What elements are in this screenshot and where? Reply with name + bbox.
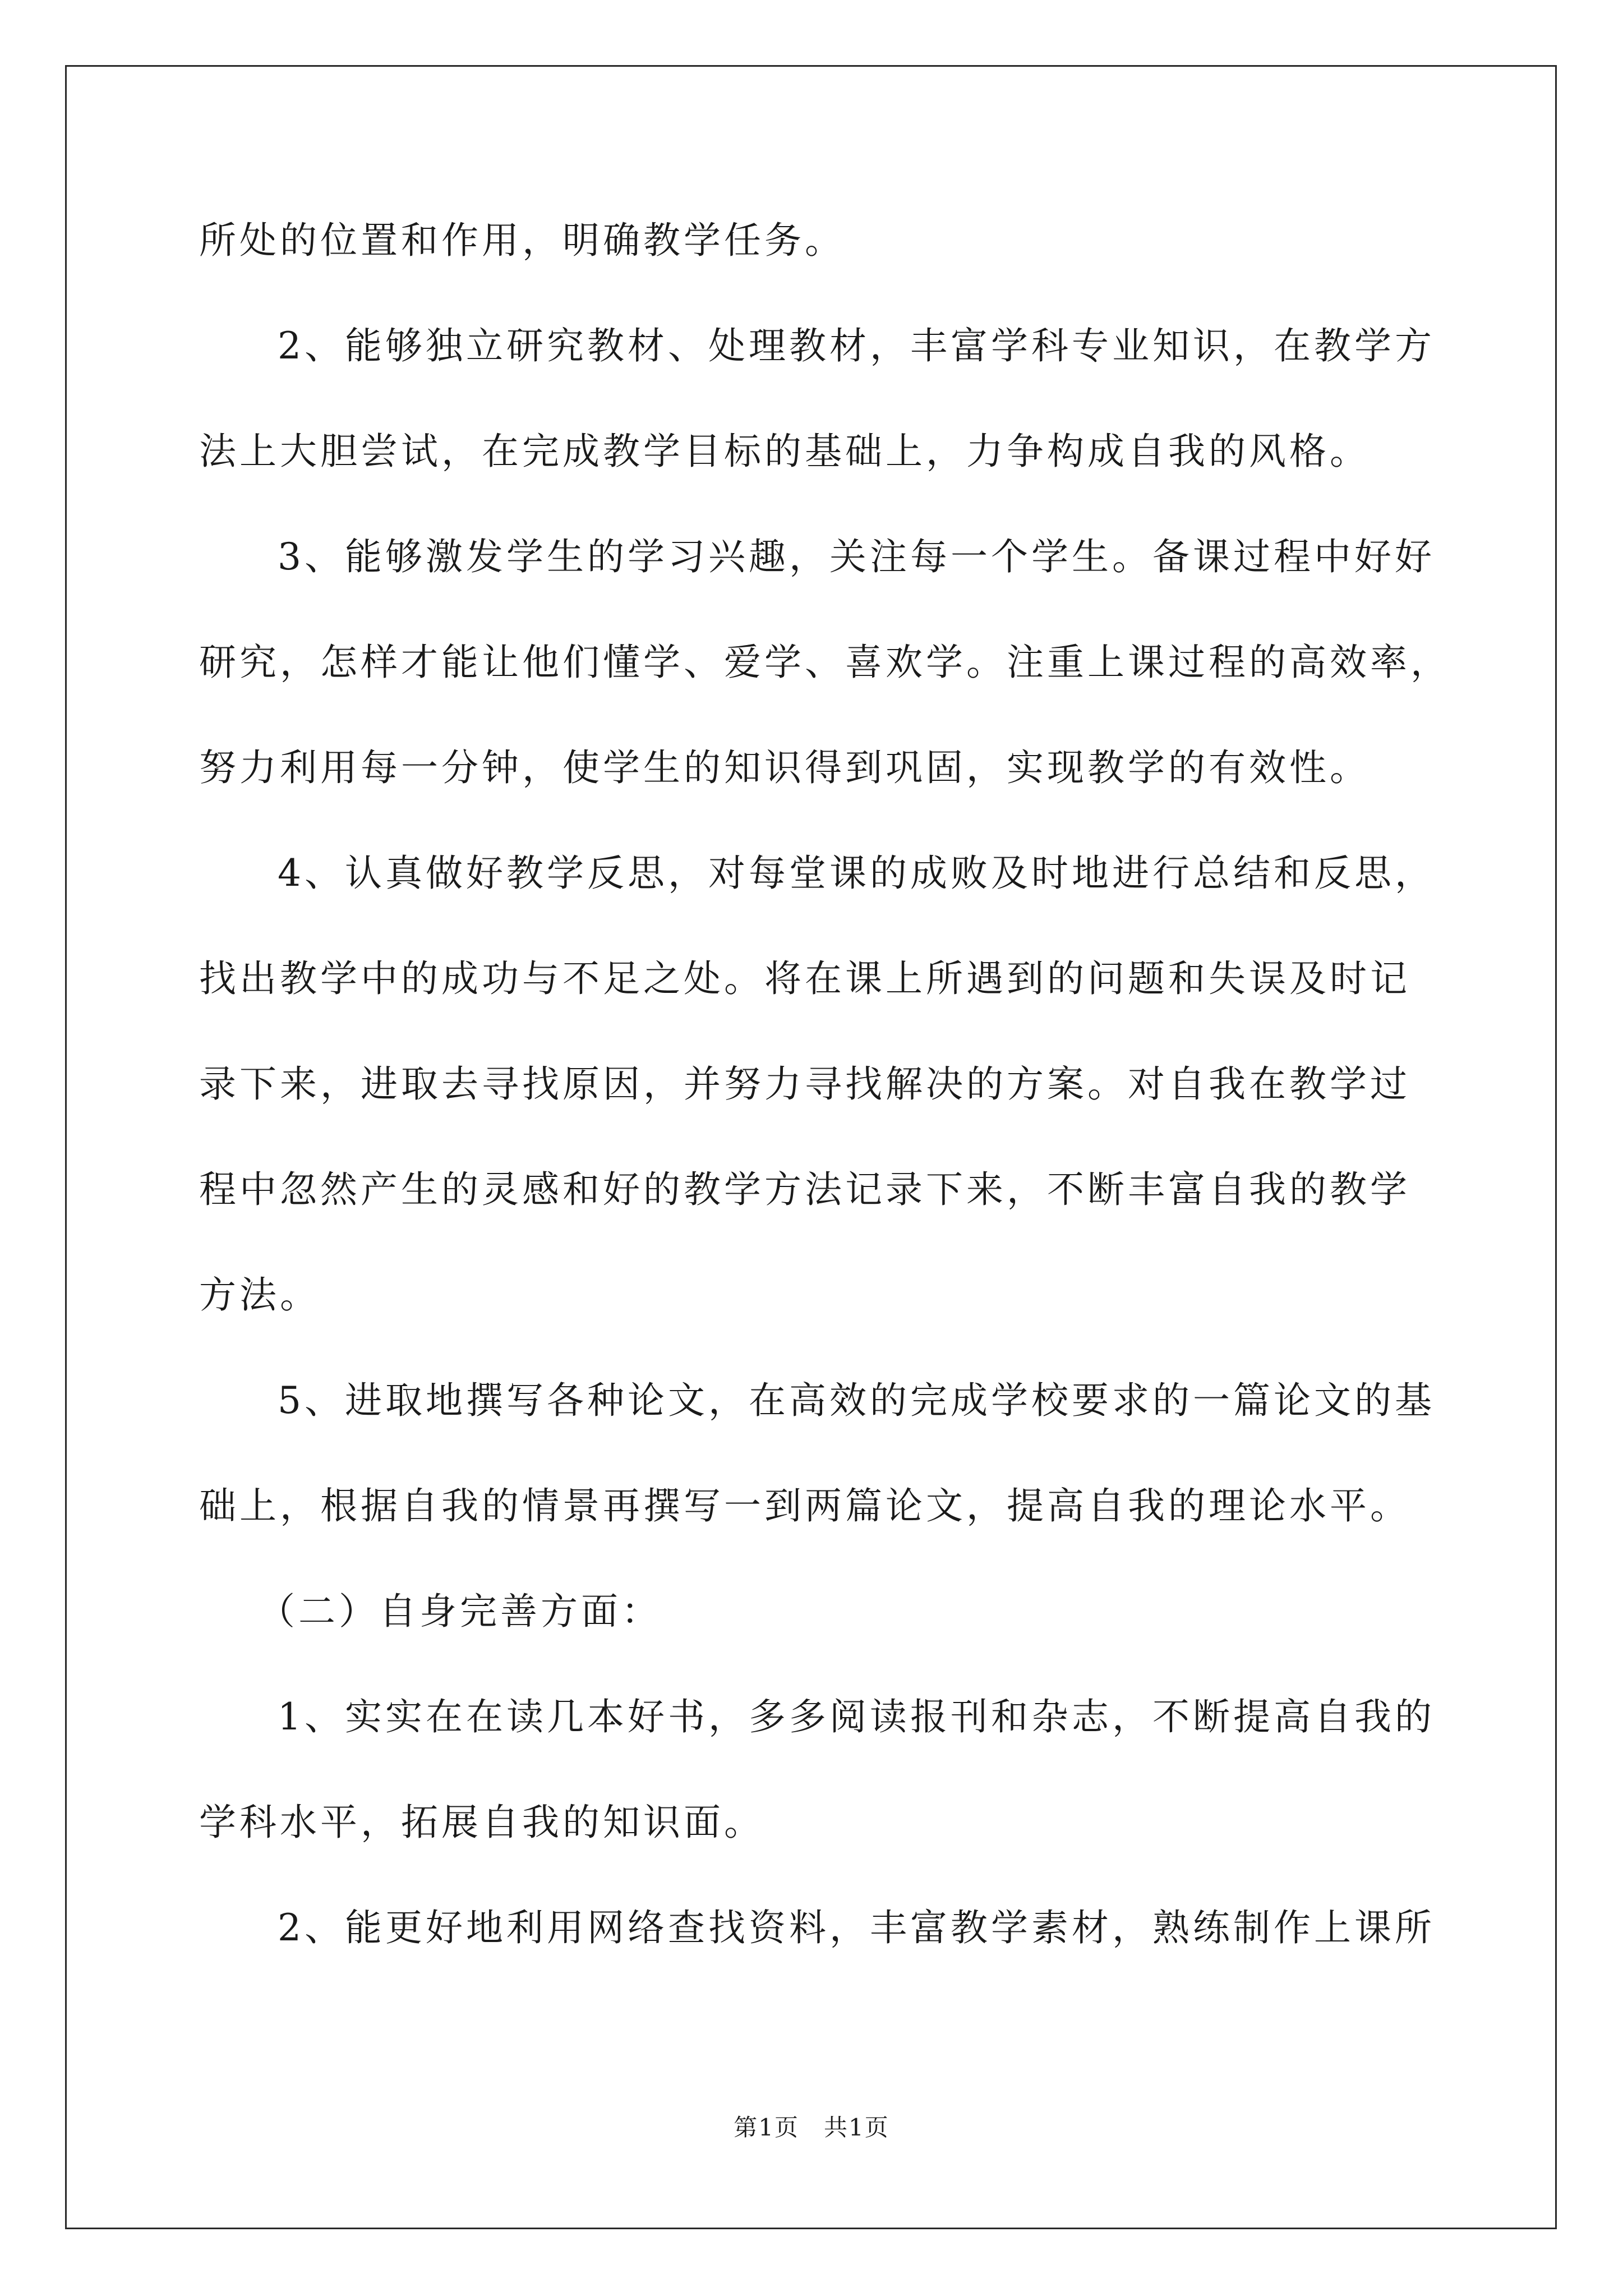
text-line: 法上大胆尝试，在完成教学目标的基础上，力争构成自我的风格。 bbox=[199, 430, 1370, 473]
text-line: 研究，怎样才能让他们懂学、爱学、喜欢学。注重上课过程的高效率， bbox=[199, 641, 1451, 684]
text-line: 程中忽然产生的灵感和好的教学方法记录下来，不断丰富自我的教学 bbox=[199, 1168, 1410, 1211]
paragraph-start: 5、进取地撰写各种论文，在高效的完成学校要求的一篇论文的基 bbox=[278, 1379, 1435, 1422]
paragraph-start: 4、认真做好教学反思，对每堂课的成败及时地进行总结和反思， bbox=[278, 852, 1435, 895]
section-heading: （二）自身完善方面： bbox=[258, 1590, 662, 1633]
document-body bbox=[199, 188, 1467, 1981]
text-line: 录下来，进取去寻找原因，并努力寻找解决的方案。对自我在教学过 bbox=[199, 1062, 1410, 1106]
paragraph-start: 1、实实在在读几本好书，多多阅读报刊和杂志，不断提高自我的 bbox=[278, 1695, 1435, 1738]
paragraph-start: 3、能够激发学生的学习兴趣，关注每一个学生。备课过程中好好 bbox=[278, 535, 1435, 578]
text-line: 努力利用每一分钟，使学生的知识得到巩固，实现教学的有效性。 bbox=[199, 746, 1370, 789]
text-line: 找出教学中的成功与不足之处。将在课上所遇到的问题和失误及时记 bbox=[199, 957, 1410, 1000]
text-line: 础上，根据自我的情景再撰写一到两篇论文，提高自我的理论水平。 bbox=[199, 1484, 1410, 1527]
text-line: 所处的位置和作用，明确教学任务。 bbox=[199, 219, 845, 262]
page-number-footer: 第1页 共1页 bbox=[734, 2114, 889, 2141]
text-line: 学科水平，拓展自我的知识面。 bbox=[199, 1801, 764, 1844]
text-line: 方法。 bbox=[199, 1273, 320, 1317]
paragraph-start: 2、能更好地利用网络查找资料，丰富教学素材，熟练制作上课所 bbox=[278, 1906, 1435, 1949]
paragraph-start: 2、能够独立研究教材、处理教材，丰富学科专业知识，在教学方 bbox=[278, 324, 1435, 367]
